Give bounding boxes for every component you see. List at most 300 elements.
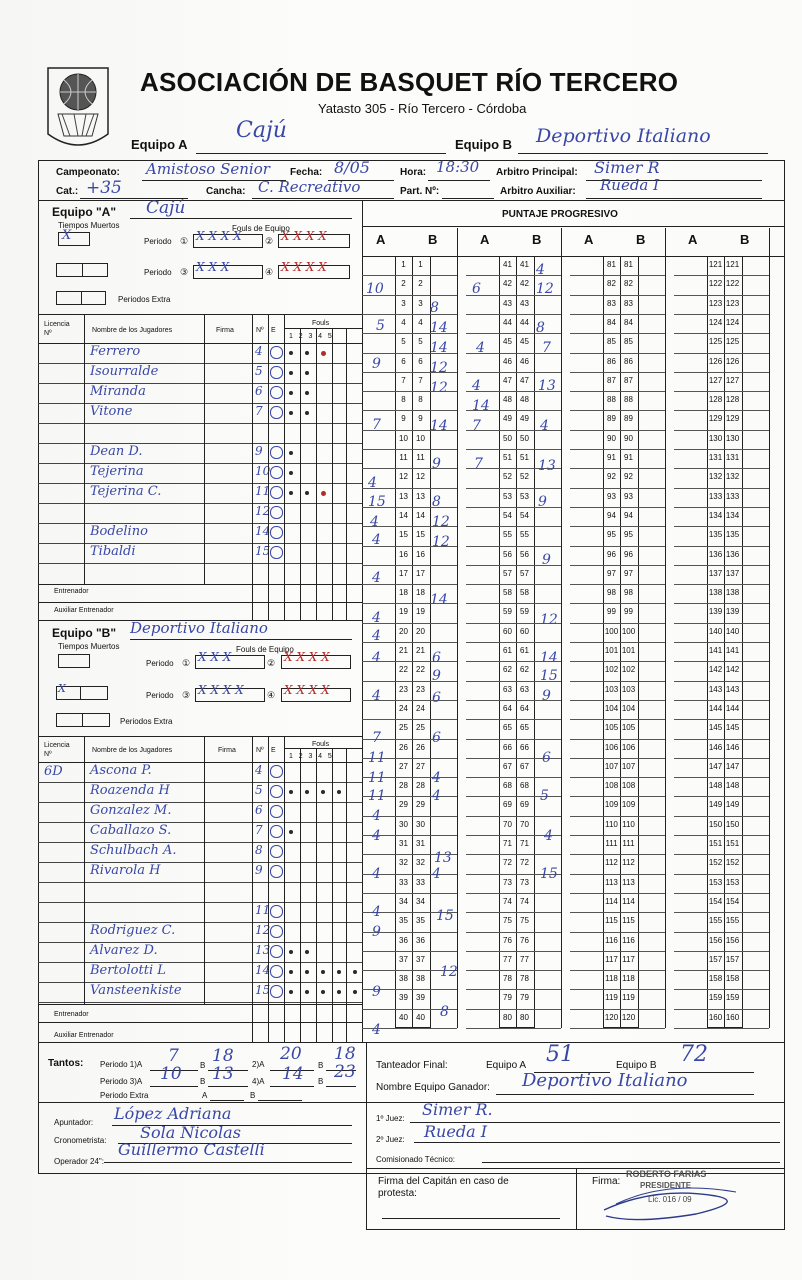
score-cell-a: 60 xyxy=(503,626,512,636)
progressive-score-mark: 8 xyxy=(432,494,441,510)
scoring-row-line xyxy=(674,603,769,604)
team-b-starter-mark xyxy=(270,845,283,858)
scoring-row-line xyxy=(570,526,665,527)
team-b-col-n: Nº xyxy=(256,747,264,754)
team-b-player-name: Rivarola H xyxy=(90,863,161,878)
team-a-row-line xyxy=(38,443,362,444)
progressive-score-mark: 14 xyxy=(540,650,558,666)
score-cell-a: 12 xyxy=(399,472,408,482)
team-a-starter-mark xyxy=(270,386,283,399)
score-cell-a: 126 xyxy=(708,356,723,366)
score-cell-b: 68 xyxy=(520,781,529,791)
apuntador-value: López Adriana xyxy=(114,1104,232,1123)
score-cell-b: 148 xyxy=(725,781,740,791)
score-cell-a: 119 xyxy=(605,993,618,1003)
score-cell-a: 137 xyxy=(708,568,723,578)
score-cell-a: 41 xyxy=(503,260,512,269)
scoring-col-b-header: B xyxy=(636,232,646,247)
score-cell-b: 156 xyxy=(725,935,740,945)
score-cell-a: 85 xyxy=(607,337,616,347)
tantos-p4-label: 4)A xyxy=(252,1077,265,1086)
score-cell-b: 125 xyxy=(725,337,740,347)
scoring-row-line xyxy=(570,372,665,373)
score-cell-b: 8 xyxy=(418,395,423,405)
team-b-player-name: Vansteenkiste xyxy=(90,983,182,998)
score-cell-b: 108 xyxy=(621,781,636,791)
scoring-row-line xyxy=(674,835,769,836)
scoring-row-line xyxy=(466,449,561,450)
team-a-team-fouls-label: Fouls de Equipo xyxy=(232,224,290,233)
score-cell-a: 9 xyxy=(401,414,406,424)
team-b-row-line xyxy=(38,982,362,983)
score-cell-a: 78 xyxy=(503,974,512,984)
score-cell-a: 108 xyxy=(604,781,619,791)
score-cell-a: 16 xyxy=(399,549,408,559)
score-cell-a: 100 xyxy=(604,626,619,636)
score-cell-b: 7 xyxy=(418,375,423,385)
score-cell-b: 70 xyxy=(520,819,529,829)
scoring-row-line xyxy=(466,854,561,855)
score-cell-a: 86 xyxy=(607,356,616,366)
score-cell-b: 84 xyxy=(624,317,633,327)
score-cell-b: 98 xyxy=(624,588,633,598)
scoring-row-line xyxy=(674,932,769,933)
scoring-row-line xyxy=(570,295,665,296)
score-cell-a: 142 xyxy=(708,665,723,675)
scoring-row-line xyxy=(466,739,561,740)
score-cell-b: 27 xyxy=(416,761,425,771)
score-cell-b: 30 xyxy=(416,819,425,829)
team-a-starter-mark xyxy=(270,506,283,519)
score-cell-a: 54 xyxy=(503,510,512,520)
score-cell-a: 92 xyxy=(607,472,616,482)
progressive-score-mark: 12 xyxy=(430,360,448,376)
score-cell-b: 18 xyxy=(416,588,425,598)
scoring-row-line xyxy=(674,391,769,392)
score-cell-a: 19 xyxy=(399,607,408,617)
score-cell-b: 112 xyxy=(622,858,635,868)
score-cell-b: 32 xyxy=(416,858,425,868)
team-b-player-number: 12 xyxy=(255,923,271,937)
foul-dot xyxy=(305,411,309,415)
scoring-row-line xyxy=(362,410,457,411)
score-cell-a: 101 xyxy=(604,646,619,655)
score-cell-a: 97 xyxy=(607,568,616,578)
score-cell-b: 5 xyxy=(418,337,423,347)
arbitro-auxiliar-label: Arbitro Auxiliar: xyxy=(500,186,576,197)
score-cell-a: 138 xyxy=(708,588,723,598)
score-cell-a: 20 xyxy=(399,626,408,636)
foul-dot xyxy=(289,371,293,375)
foul-dot xyxy=(305,351,309,355)
scoring-col-a-header: A xyxy=(584,232,594,247)
scoring-row-line xyxy=(570,681,665,682)
score-cell-b: 3 xyxy=(418,298,423,308)
score-cell-b: 16 xyxy=(416,549,425,559)
winner-value: Deportivo Italiano xyxy=(522,1070,688,1091)
juez2-label: 2º Juez: xyxy=(376,1135,405,1144)
scoring-row-line xyxy=(674,758,769,759)
tantos-label: Tantos: xyxy=(48,1058,84,1069)
team-b-player-number: 15 xyxy=(255,983,271,997)
tantos-p4-b-label: B xyxy=(318,1077,324,1086)
team-a-row-line xyxy=(38,463,362,464)
progressive-score-mark: 7 xyxy=(472,418,481,434)
tantos-p1-a: 7 xyxy=(168,1046,179,1066)
score-cell-b: 78 xyxy=(520,974,529,984)
score-cell-b: 12 xyxy=(416,472,425,482)
score-cell-b: 151 xyxy=(725,839,740,848)
score-cell-b: 115 xyxy=(622,916,635,926)
progressive-score-mark: 9 xyxy=(432,456,441,472)
score-cell-a: 29 xyxy=(399,800,408,810)
score-cell-a: 71 xyxy=(503,839,512,848)
score-cell-a: 116 xyxy=(605,935,618,945)
score-cell-b: 53 xyxy=(520,491,529,501)
progressive-score-mark: 6 xyxy=(432,730,441,746)
progressive-score-mark: 11 xyxy=(368,750,386,766)
scoring-divider xyxy=(561,228,562,1028)
scoring-row-line xyxy=(570,314,665,315)
scoring-row-line xyxy=(570,584,665,585)
score-cell-b: 11 xyxy=(416,453,425,462)
team-a-col-licencia: Licencia Nº xyxy=(44,321,70,337)
team-a-row-line xyxy=(38,483,362,484)
scoring-row-line xyxy=(362,468,457,469)
progressive-score-mark: 14 xyxy=(430,320,448,336)
score-cell-a: 102 xyxy=(604,665,619,675)
score-cell-b: 14 xyxy=(416,510,425,520)
team-a-starter-mark xyxy=(270,486,283,499)
score-cell-a: 84 xyxy=(607,317,616,327)
team-b-col-fouls: Fouls xyxy=(312,741,330,748)
score-cell-b: 85 xyxy=(624,337,633,347)
progressive-score-mark: 13 xyxy=(538,458,556,474)
score-cell-b: 145 xyxy=(725,723,740,733)
scoring-row-line xyxy=(674,739,769,740)
team-a-col-nombre: Nombre de los Jugadores xyxy=(92,327,173,334)
score-cell-a: 35 xyxy=(399,916,408,926)
scoring-row-line xyxy=(570,1028,665,1029)
progressive-score-mark: 4 xyxy=(372,1022,381,1038)
progressive-score-mark: 6 xyxy=(432,650,441,666)
progressive-score-mark: 4 xyxy=(372,570,381,586)
progressive-score-mark: 15 xyxy=(540,866,558,882)
scoring-row-line xyxy=(362,951,457,952)
team-b-player-number: 13 xyxy=(255,943,271,957)
score-cell-a: 136 xyxy=(708,549,723,559)
progressive-score-mark: 4 xyxy=(372,904,381,920)
foul-dot xyxy=(321,970,325,974)
scoring-row-line xyxy=(466,1028,561,1029)
scoring-row-line xyxy=(674,893,769,894)
team-a-assistant-label: Auxiliar Entrenador xyxy=(54,607,114,614)
scoring-row-line xyxy=(570,488,665,489)
score-cell-b: 134 xyxy=(725,510,740,520)
score-cell-b: 143 xyxy=(725,684,740,694)
score-cell-b: 106 xyxy=(621,742,636,752)
score-cell-b: 50 xyxy=(520,433,529,443)
progressive-score-mark: 4 xyxy=(372,532,381,548)
scoring-row-line xyxy=(362,719,457,720)
score-cell-a: 80 xyxy=(503,1012,512,1022)
progressive-score-mark: 7 xyxy=(474,456,483,472)
progressive-score-mark: 6 xyxy=(542,750,551,766)
scoring-row-line xyxy=(570,430,665,431)
score-cell-b: 147 xyxy=(725,761,740,771)
score-cell-a: 21 xyxy=(399,646,408,655)
score-cell-b: 29 xyxy=(416,800,425,810)
team-b-player-number: 14 xyxy=(255,963,271,977)
team-b-timeouts-label: Tiempos Muertos xyxy=(58,642,120,651)
score-cell-a: 132 xyxy=(708,472,723,482)
score-cell-b: 104 xyxy=(621,703,636,713)
campeonato-value: Amistoso Senior xyxy=(146,160,270,178)
foul-dot xyxy=(321,790,325,794)
progressive-score-mark: 4 xyxy=(368,475,377,491)
score-cell-b: 49 xyxy=(520,414,529,424)
scoring-row-line xyxy=(674,372,769,373)
team-b-header-value: Deportivo Italiano xyxy=(536,125,711,147)
score-cell-b: 9 xyxy=(418,414,423,424)
score-cell-b: 160 xyxy=(725,1012,740,1022)
scoring-row-line xyxy=(466,951,561,952)
team-a-player-number: 10 xyxy=(255,464,271,478)
association-address: Yatasto 305 - Río Tercero - Córdoba xyxy=(318,101,527,116)
juez1-label: 1º Juez: xyxy=(376,1114,405,1123)
score-cell-b: 94 xyxy=(624,510,633,520)
score-cell-b: 42 xyxy=(520,279,529,289)
score-cell-b: 55 xyxy=(520,530,529,540)
score-cell-a: 22 xyxy=(399,665,408,675)
score-cell-a: 72 xyxy=(503,858,512,868)
operador-label: Operador 24": xyxy=(54,1157,104,1166)
score-cell-b: 26 xyxy=(416,742,425,752)
score-cell-b: 140 xyxy=(725,626,740,636)
team-a-row-line xyxy=(38,403,362,404)
score-cell-a: 115 xyxy=(605,916,618,926)
scoring-row-line xyxy=(570,700,665,701)
score-cell-b: 51 xyxy=(520,453,529,462)
team-b-assistant-label: Auxiliar Entrenador xyxy=(54,1032,114,1039)
tantos-p3-b-label: B xyxy=(200,1077,206,1086)
scoring-row-line xyxy=(570,777,665,778)
scoring-row-line xyxy=(674,584,769,585)
score-cell-b: 122 xyxy=(725,279,740,289)
final-team-a-label: Equipo A xyxy=(486,1060,527,1071)
score-cell-a: 103 xyxy=(604,684,619,694)
progressive-score-mark: 9 xyxy=(432,668,441,684)
score-cell-a: 5 xyxy=(401,337,406,347)
scoring-col-b-header: B xyxy=(428,232,438,247)
team-a-section-label: Equipo "A" xyxy=(52,205,117,219)
scoring-divider xyxy=(769,228,770,1028)
team-b-col-nombre: Nombre de los Jugadores xyxy=(92,747,173,754)
progressive-score-mark: 13 xyxy=(434,850,452,866)
foul-dot xyxy=(305,990,309,994)
score-cell-b: 102 xyxy=(621,665,636,675)
progressive-score-mark: 7 xyxy=(372,730,381,746)
score-cell-b: 124 xyxy=(725,317,740,327)
team-a-player-number: 15 xyxy=(255,544,271,558)
team-a-player-number: 14 xyxy=(255,524,271,538)
scoring-row-line xyxy=(570,275,665,276)
score-cell-a: 120 xyxy=(604,1012,619,1022)
score-cell-b: 113 xyxy=(622,877,635,887)
score-cell-b: 93 xyxy=(624,491,633,501)
progressive-score-mark: 4 xyxy=(536,262,545,278)
scoring-row-line xyxy=(570,816,665,817)
score-cell-a: 39 xyxy=(399,993,408,1003)
score-cell-a: 118 xyxy=(605,974,618,984)
foul-dot xyxy=(337,790,341,794)
score-cell-a: 6 xyxy=(401,356,406,366)
team-a-player-number: 4 xyxy=(255,344,263,358)
scoring-col-a-header: A xyxy=(376,232,386,247)
team-b-player-name: Gonzalez M. xyxy=(90,803,172,818)
team-b-starter-mark xyxy=(270,765,283,778)
scoring-row-line xyxy=(674,796,769,797)
team-b-section-label: Equipo "B" xyxy=(52,626,117,640)
score-cell-a: 107 xyxy=(604,761,619,771)
score-cell-a: 123 xyxy=(708,298,723,308)
score-cell-a: 32 xyxy=(399,858,408,868)
score-cell-b: 107 xyxy=(621,761,636,771)
team-a-starter-mark xyxy=(270,406,283,419)
score-cell-a: 98 xyxy=(607,588,616,598)
scoring-col-a-header: A xyxy=(480,232,490,247)
score-cell-a: 156 xyxy=(708,935,723,945)
score-cell-b: 92 xyxy=(624,472,633,482)
score-cell-a: 31 xyxy=(399,839,408,848)
progressive-score-mark: 15 xyxy=(368,494,386,510)
score-cell-b: 120 xyxy=(621,1012,636,1022)
team-a-col-firma: Firma xyxy=(216,327,234,334)
score-cell-b: 144 xyxy=(725,703,740,713)
scoring-row-line xyxy=(674,642,769,643)
team-b-coach-label: Entrenador xyxy=(54,1011,89,1018)
score-cell-a: 70 xyxy=(503,819,512,829)
score-cell-b: 37 xyxy=(416,954,425,964)
score-cell-a: 111 xyxy=(605,839,618,848)
score-cell-a: 52 xyxy=(503,472,512,482)
team-a-starter-mark xyxy=(270,526,283,539)
juez1-value: Simer R. xyxy=(422,1100,493,1119)
score-cell-a: 105 xyxy=(604,723,619,733)
scoring-row-line xyxy=(570,835,665,836)
foul-dot xyxy=(289,491,293,495)
scoring-row-line xyxy=(466,893,561,894)
scoring-row-line xyxy=(674,912,769,913)
scoring-row-line xyxy=(466,314,561,315)
progressive-score-mark: 9 xyxy=(372,984,381,1000)
score-cell-a: 147 xyxy=(708,761,723,771)
team-a-starter-mark xyxy=(270,366,283,379)
scoring-row-line xyxy=(674,719,769,720)
score-cell-a: 141 xyxy=(708,646,723,655)
team-b-starter-mark xyxy=(270,925,283,938)
score-cell-b: 73 xyxy=(520,877,529,887)
progressive-score-mark: 12 xyxy=(540,612,558,628)
score-cell-a: 159 xyxy=(708,993,723,1003)
score-cell-a: 68 xyxy=(503,781,512,791)
team-a-player-name: Tejerina xyxy=(90,464,144,479)
scoring-row-line xyxy=(674,546,769,547)
score-cell-a: 88 xyxy=(607,395,616,405)
scoring-row-line xyxy=(570,546,665,547)
score-cell-a: 75 xyxy=(503,916,512,926)
score-cell-a: 64 xyxy=(503,703,512,713)
score-cell-a: 7 xyxy=(401,375,406,385)
scoring-row-line xyxy=(466,488,561,489)
scoring-row-line xyxy=(674,353,769,354)
score-cell-b: 119 xyxy=(622,993,635,1003)
score-cell-a: 154 xyxy=(708,896,723,906)
score-cell-b: 21 xyxy=(416,646,425,655)
score-cell-b: 61 xyxy=(520,646,529,655)
score-cell-b: 33 xyxy=(416,877,425,887)
scoring-row-line xyxy=(362,275,457,276)
operador-value: Guillermo Castelli xyxy=(118,1140,265,1159)
score-cell-b: 22 xyxy=(416,665,425,675)
progressive-score-mark: 12 xyxy=(430,380,448,396)
progressive-score-mark: 4 xyxy=(544,828,553,844)
score-cell-b: 38 xyxy=(416,974,425,984)
score-cell-a: 148 xyxy=(708,781,723,791)
team-b-player-name: Schulbach A. xyxy=(90,843,177,858)
score-cell-a: 110 xyxy=(605,819,618,829)
tantos-p3-label: Periodo 3)A xyxy=(100,1077,143,1086)
team-b-col-licencia: Licencia Nº xyxy=(44,742,70,758)
score-cell-a: 58 xyxy=(503,588,512,598)
score-cell-b: 90 xyxy=(624,433,633,443)
score-cell-a: 104 xyxy=(604,703,619,713)
progressive-score-mark: 4 xyxy=(476,340,485,356)
score-cell-a: 93 xyxy=(607,491,616,501)
score-cell-b: 34 xyxy=(416,896,425,906)
team-b-starter-mark xyxy=(270,785,283,798)
score-cell-a: 91 xyxy=(607,453,616,462)
scoring-header-line xyxy=(362,256,785,257)
score-cell-a: 125 xyxy=(708,337,723,347)
tantos-p2-b: 18 xyxy=(334,1044,356,1064)
score-cell-b: 97 xyxy=(624,568,633,578)
score-cell-b: 56 xyxy=(520,549,529,559)
foul-dot xyxy=(305,970,309,974)
score-cell-b: 121 xyxy=(725,260,740,269)
progressive-score-mark: 12 xyxy=(440,964,458,980)
foul-dot xyxy=(289,391,293,395)
score-cell-a: 15 xyxy=(399,530,408,540)
team-b-player-number: 11 xyxy=(255,903,271,917)
captain-signature-label: Firma del Capitán en caso de protesta: xyxy=(378,1176,509,1199)
foul-dot xyxy=(305,391,309,395)
comisionado-label: Comisionado Técnico: xyxy=(376,1155,456,1164)
scoring-row-line xyxy=(570,912,665,913)
score-cell-b: 130 xyxy=(725,433,740,443)
score-cell-b: 146 xyxy=(725,742,740,752)
score-cell-b: 25 xyxy=(416,723,425,733)
scoring-row-line xyxy=(466,603,561,604)
scoring-row-line xyxy=(674,874,769,875)
score-cell-a: 134 xyxy=(708,510,723,520)
score-cell-a: 11 xyxy=(399,453,408,462)
progressive-score-mark: 14 xyxy=(430,340,448,356)
team-b-row-line xyxy=(38,1002,362,1003)
team-b-row-line xyxy=(38,822,362,823)
score-cell-a: 42 xyxy=(503,279,512,289)
score-cell-a: 114 xyxy=(605,896,618,906)
